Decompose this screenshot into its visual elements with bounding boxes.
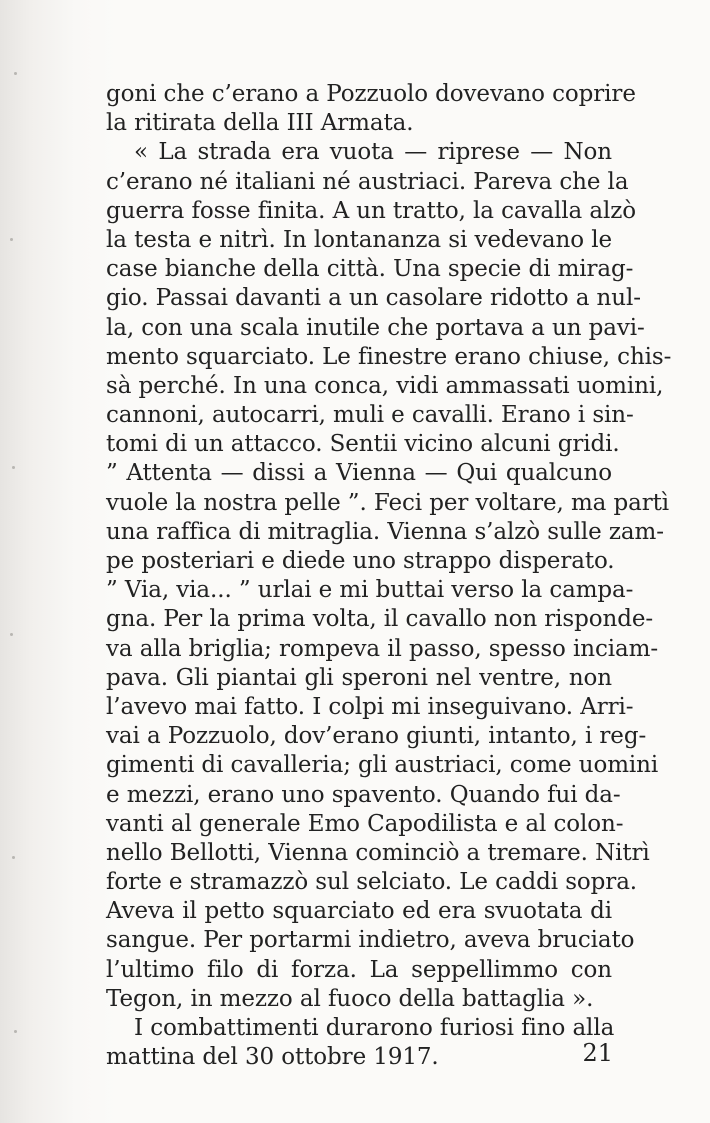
body-text — [106, 80, 672, 1072]
text-line: sangue. Per portarmi indietro, aveva bruciato — [106, 927, 635, 954]
text-line: gimenti di cavalleria; gli austriaci, come uomini — [106, 752, 659, 779]
text-line: c’erano né italiani né austriaci. Pareva che la — [106, 168, 629, 195]
text-line: e mezzi, erano uno spavento. Quando fui da- — [106, 781, 621, 808]
text-line: tomi di un attacco. Sentii vicino alcuni gridi. — [106, 431, 620, 458]
text-line: ” Attenta — dissi a Vienna — Qui qualcuno — [106, 460, 612, 487]
text-line: una raffica di mitraglia. Vienna s’alzò sulle zam- — [106, 518, 664, 545]
scan-speck — [12, 856, 15, 859]
text-line: pava. Gli piantai gli speroni nel ventre, non — [106, 664, 612, 691]
text-line: « La strada era vuota — riprese — Non — [134, 139, 612, 166]
text-line: goni che c’erano a Pozzuolo dovevano coprire — [106, 81, 636, 107]
scan-speck — [14, 72, 17, 75]
text-line: l’ultimo filo di forza. La seppellimmo con — [106, 956, 612, 983]
text-line: sà perché. In una conca, vidi ammassati uomini, — [106, 372, 664, 399]
text-line: guerra fosse finita. A un tratto, la cavalla alzò — [106, 197, 636, 224]
text-line: I combattimenti durarono furiosi fino alla — [134, 1015, 615, 1041]
scan-speck — [14, 1030, 17, 1033]
scan-speck — [12, 466, 15, 469]
text-line: gna. Per la prima volta, il cavallo non risponde- — [106, 606, 654, 633]
text-line: mento squarciato. Le finestre erano chiuse, chis- — [106, 343, 672, 370]
text-line: forte e stramazzò sul selciato. Le caddi sopra. — [106, 869, 638, 896]
text-line: la, con una scala inutile che portava a un pavi- — [106, 314, 645, 341]
text-line: ” Via, via... ” urlai e mi buttai verso la campa- — [106, 577, 634, 604]
text-line: Tegon, in mezzo al fuoco della battaglia ». — [106, 985, 594, 1012]
text-line: nello Bellotti, Vienna cominciò a tremare. Nitrì — [106, 839, 650, 866]
text-line: gio. Passai davanti a un casolare ridotto a nul- — [106, 285, 641, 312]
text-line: pe posteriari e diede uno strappo disperato. — [106, 548, 615, 574]
text-line: la ritirata della III Armata. — [106, 110, 414, 137]
text-line: vai a Pozzuolo, dov’erano giunti, intanto, i reg- — [106, 723, 647, 750]
text-line: va alla briglia; rompeva il passo, spesso inciam- — [106, 635, 658, 662]
text-line: la testa e nitrì. In lontananza si vedevano le — [106, 226, 612, 253]
text-line: l’avevo mai fatto. I colpi mi inseguivano. Arri- — [106, 693, 634, 720]
text-line: vanti al generale Emo Capodilista e al colon- — [106, 810, 624, 837]
text-line: mattina del 30 ottobre 1917. — [106, 1044, 439, 1071]
text-line: vuole la nostra pelle ”. Feci per voltare, ma partì — [106, 489, 670, 516]
scan-speck — [10, 633, 13, 636]
text-line: Aveva il petto squarciato ed era svuotata di — [106, 898, 612, 925]
text-line: case bianche della città. Una specie di mirag- — [106, 256, 634, 283]
text-line: cannoni, autocarri, muli e cavalli. Erano i sin- — [106, 402, 634, 429]
scan-speck — [10, 238, 13, 241]
page-number: 21 — [582, 1039, 613, 1067]
